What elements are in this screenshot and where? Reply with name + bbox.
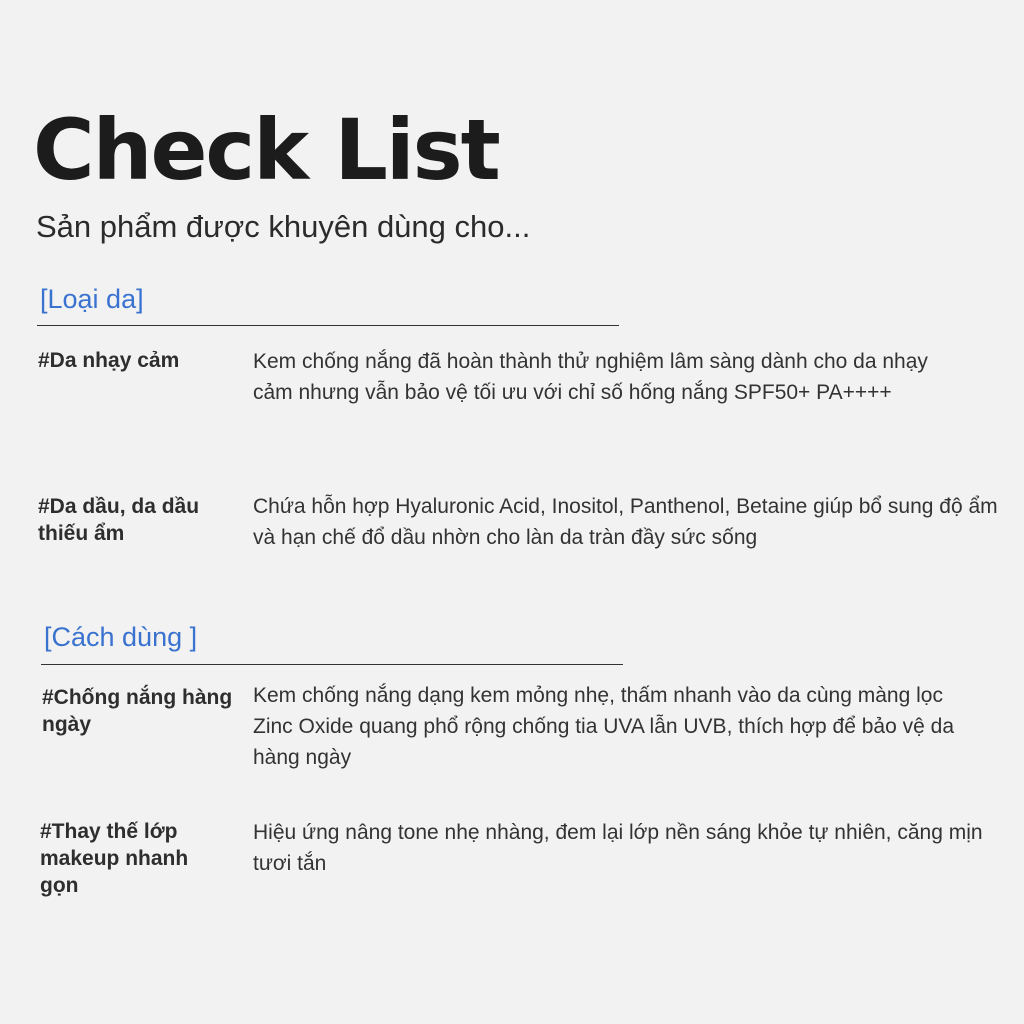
desc-daily-sunscreen: Kem chống nắng dạng kem mỏng nhẹ, thấm nhanh vào da cùng màng lọc Zinc Oxide quang phổ rộng chống tia UVA lẫn UVB, thích hợp để bảo vệ da hàng ngày — [253, 684, 954, 769]
desc-sensitive-skin: Kem chống nắng đã hoàn thành thử nghiệm lâm sàng dành cho da nhạy cảm nhưng vẫn bảo vệ tối ưu với chỉ số hống nắng SPF50+ PA++++ — [253, 350, 928, 404]
term-oily-skin: #Da dầu, da dầu thiếu ẩm — [38, 495, 200, 545]
section-heading-skin-type: [Loại da] — [40, 284, 144, 314]
section-divider-skin-type — [37, 325, 619, 326]
page-title: Check List — [33, 101, 499, 199]
term-daily-sunscreen: #Chống nắng hàng ngày — [42, 686, 233, 736]
section-divider-usage — [41, 664, 623, 665]
desc-makeup-replacement: Hiệu ứng nâng tone nhẹ nhàng, đem lại lớp nền sáng khỏe tự nhiên, căng mịn tươi tắn — [253, 821, 983, 875]
page-subtitle: Sản phẩm được khuyên dùng cho... — [36, 209, 531, 244]
term-makeup-replacement: #Thay thế lớp makeup nhanh gọn — [40, 820, 189, 897]
desc-oily-skin: Chứa hỗn hợp Hyaluronic Acid, Inositol, Panthenol, Betaine giúp bổ sung độ ẩm và hạn chế đổ dầu nhờn cho làn da tràn đầy sức sống — [253, 495, 998, 549]
section-heading-usage: [Cách dùng ] — [44, 622, 198, 652]
term-sensitive-skin: #Da nhạy cảm — [38, 349, 180, 372]
